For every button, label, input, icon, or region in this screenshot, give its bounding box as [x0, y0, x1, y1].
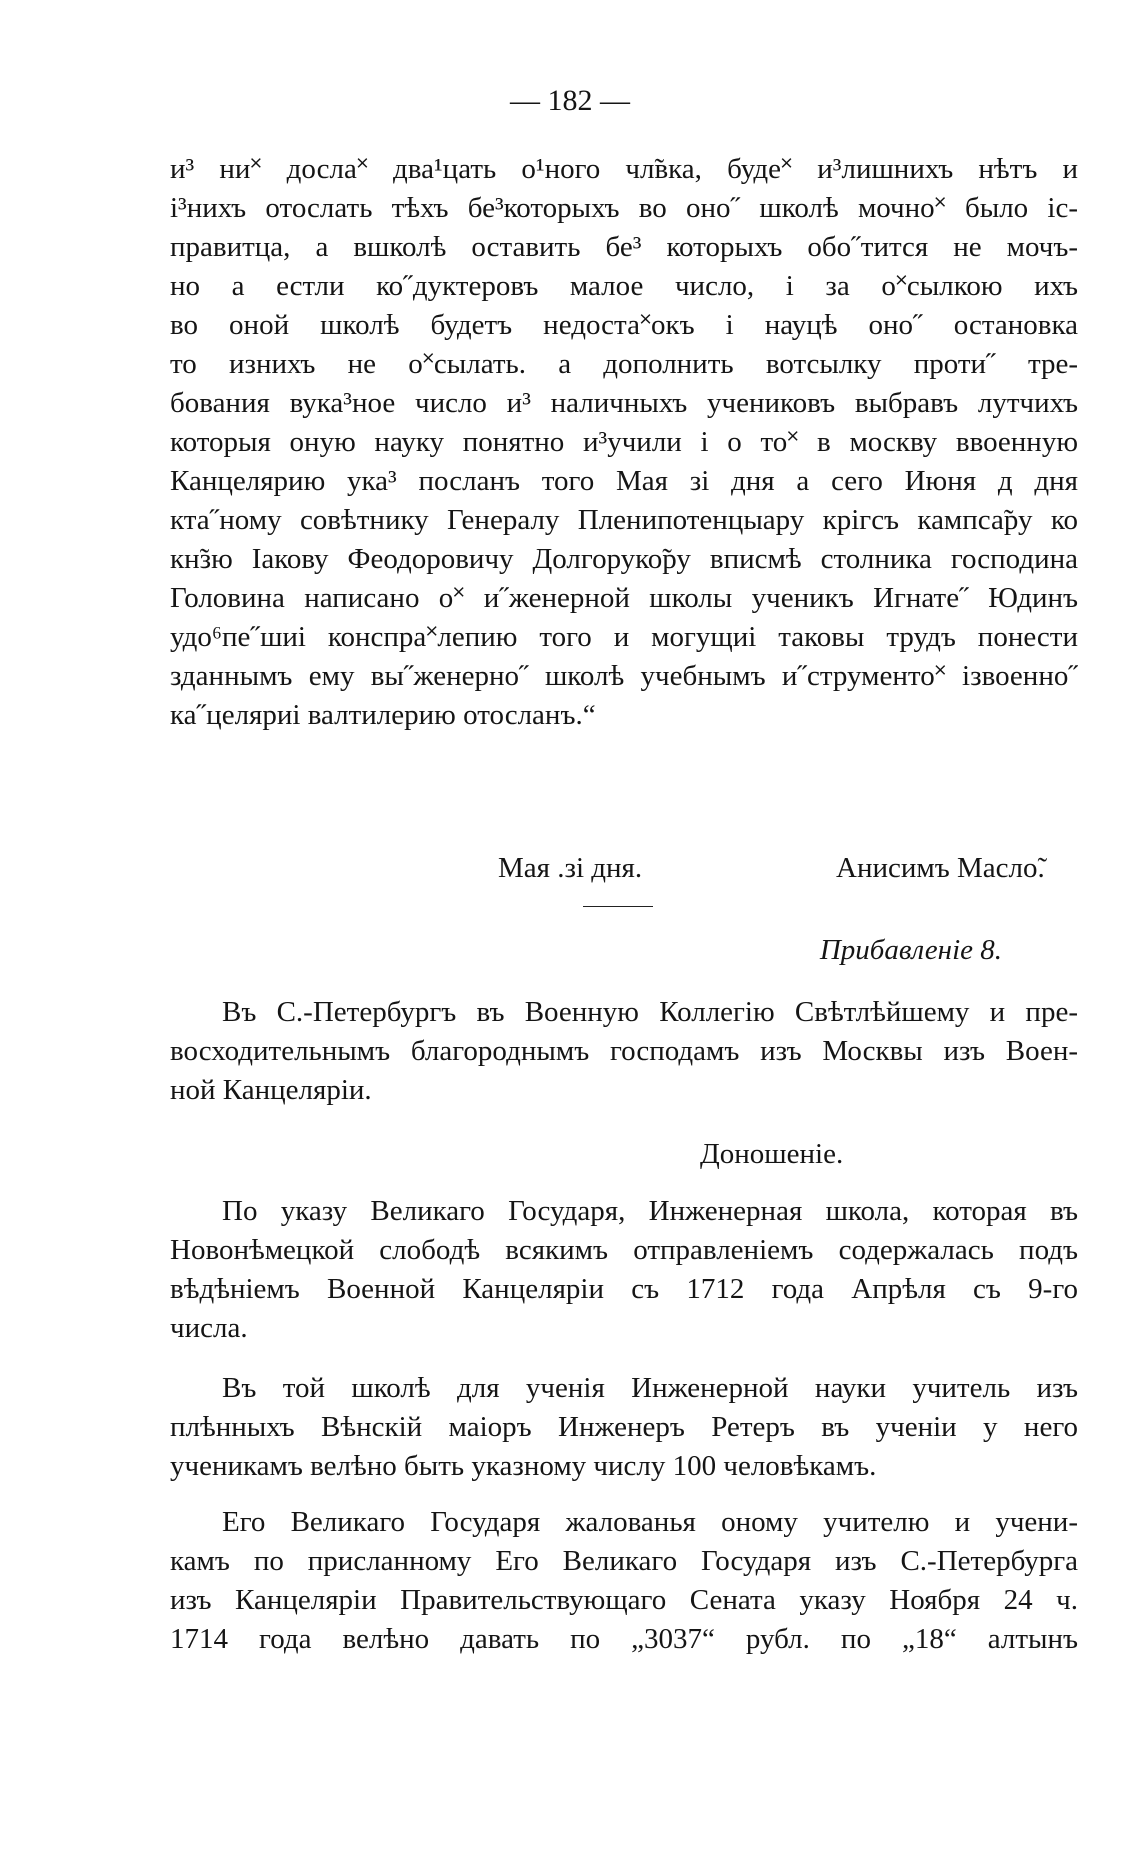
page-number: — 182 — — [510, 84, 630, 117]
signature-date: Мая .зі дня. — [498, 852, 643, 884]
text-line: 1714 года велѣно давать по „3037“ рубл. по „18“ алтынъ — [170, 1623, 1078, 1655]
text-line: ка˝целяриі валтилерию отосланъ.“ — [170, 699, 596, 731]
text-line: числа. — [170, 1312, 248, 1344]
text-line: правитца, а вшколѣ оставить бе³ которыхъ обо˝тится не мочъ- — [170, 231, 1078, 263]
paragraph-2 — [170, 1192, 1078, 1348]
report-heading: Доношеніе. — [700, 1138, 844, 1170]
text-line: Его Великаго Государя жалованья оному учителю и учени- — [222, 1506, 1078, 1538]
text-line: і³нихъ отослать тѣхъ бе³которыхъ во оно˝ школѣ мочно˟ было іс- — [170, 192, 1078, 224]
section-divider — [583, 906, 653, 907]
text-line: По указу Великаго Государя, Инженерная школа, которая въ — [222, 1195, 1078, 1227]
text-line: Новонѣмецкой слободѣ всякимъ отправленіемъ содержалась подъ — [170, 1234, 1078, 1266]
text-line: вѣдѣніемъ Военной Канцеляріи съ 1712 года Апрѣля съ 9-го — [170, 1273, 1078, 1305]
text-line: восходительнымъ благороднымъ господамъ изъ Москвы изъ Воен- — [170, 1035, 1078, 1067]
paragraph-1 — [170, 150, 1078, 735]
text-line: бования вука³ное число и³ наличныхъ учениковъ выбравъ лутчихъ — [170, 387, 1078, 419]
text-line: Канцелярию ука³ посланъ того Мая зі дня а сего Июня д дня — [170, 465, 1078, 497]
text-line: кта˝ному совѣтнику Генералу Пленипотенцыару крігсъ кампса̃ру ко — [170, 504, 1078, 536]
text-line: но а естли ко˝дуктеровъ малое число, і за о˟сылкою ихъ — [170, 270, 1078, 302]
text-line: Въ той школѣ для ученія Инженерной науки учитель изъ — [222, 1372, 1078, 1404]
address-block — [170, 993, 1078, 1110]
appendix-heading: Прибавленіе 8. — [819, 934, 1002, 966]
text-line: которыя оную науку понятно и³учили і о то˟ в москву ввоенную — [170, 426, 1078, 458]
text-line: ученикамъ велѣно быть указному числу 100 человѣкамъ. — [170, 1450, 877, 1482]
text-line: во оной школѣ будетъ недоста˟окъ і науцѣ оно˝ остановка — [170, 309, 1078, 341]
text-line: зданнымъ ему вы˝женерно˝ школѣ учебнымъ и˝струменто˟ ізвоенно˝ — [170, 660, 1078, 692]
paragraph-4 — [170, 1503, 1078, 1659]
paragraph-3 — [170, 1369, 1078, 1486]
signature-name: Анисимъ Масло̃. — [836, 852, 1045, 884]
text-line: то изнихъ не о˟сылать. а дополнить вотсылку проти˝ тре- — [170, 348, 1078, 380]
text-line: плѣнныхъ Вѣнскій маіоръ Инженеръ Ретеръ въ ученіи у него — [170, 1411, 1078, 1443]
text-line: и³ ни˟ досла˟ два¹цать о¹ного чл̃вка, буде˟ и³лишнихъ нѣтъ и — [170, 153, 1078, 185]
text-line: изъ Канцеляріи Правительствующаго Сената указу Ноября 24 ч. — [170, 1584, 1078, 1616]
text-line: Головина написано о˟ и˝женерной школы ученикъ Игнате˝ Юдинъ — [170, 582, 1078, 614]
text-line: камъ по присланному Его Великаго Государя изъ С.-Петербурга — [170, 1545, 1078, 1577]
text-line: удо⁶пе˝шиі конспра˟лепию того и могущиі таковы трудъ понести — [170, 621, 1078, 653]
text-line: ной Канцеляріи. — [170, 1074, 372, 1106]
text-line: Въ С.-Петербургъ въ Военную Коллегію Свѣтлѣйшему и пре- — [222, 996, 1078, 1028]
text-line: кн̃зю Іакову Феодоровичу Долгоруко̃ру вписмѣ столника господина — [170, 543, 1078, 575]
